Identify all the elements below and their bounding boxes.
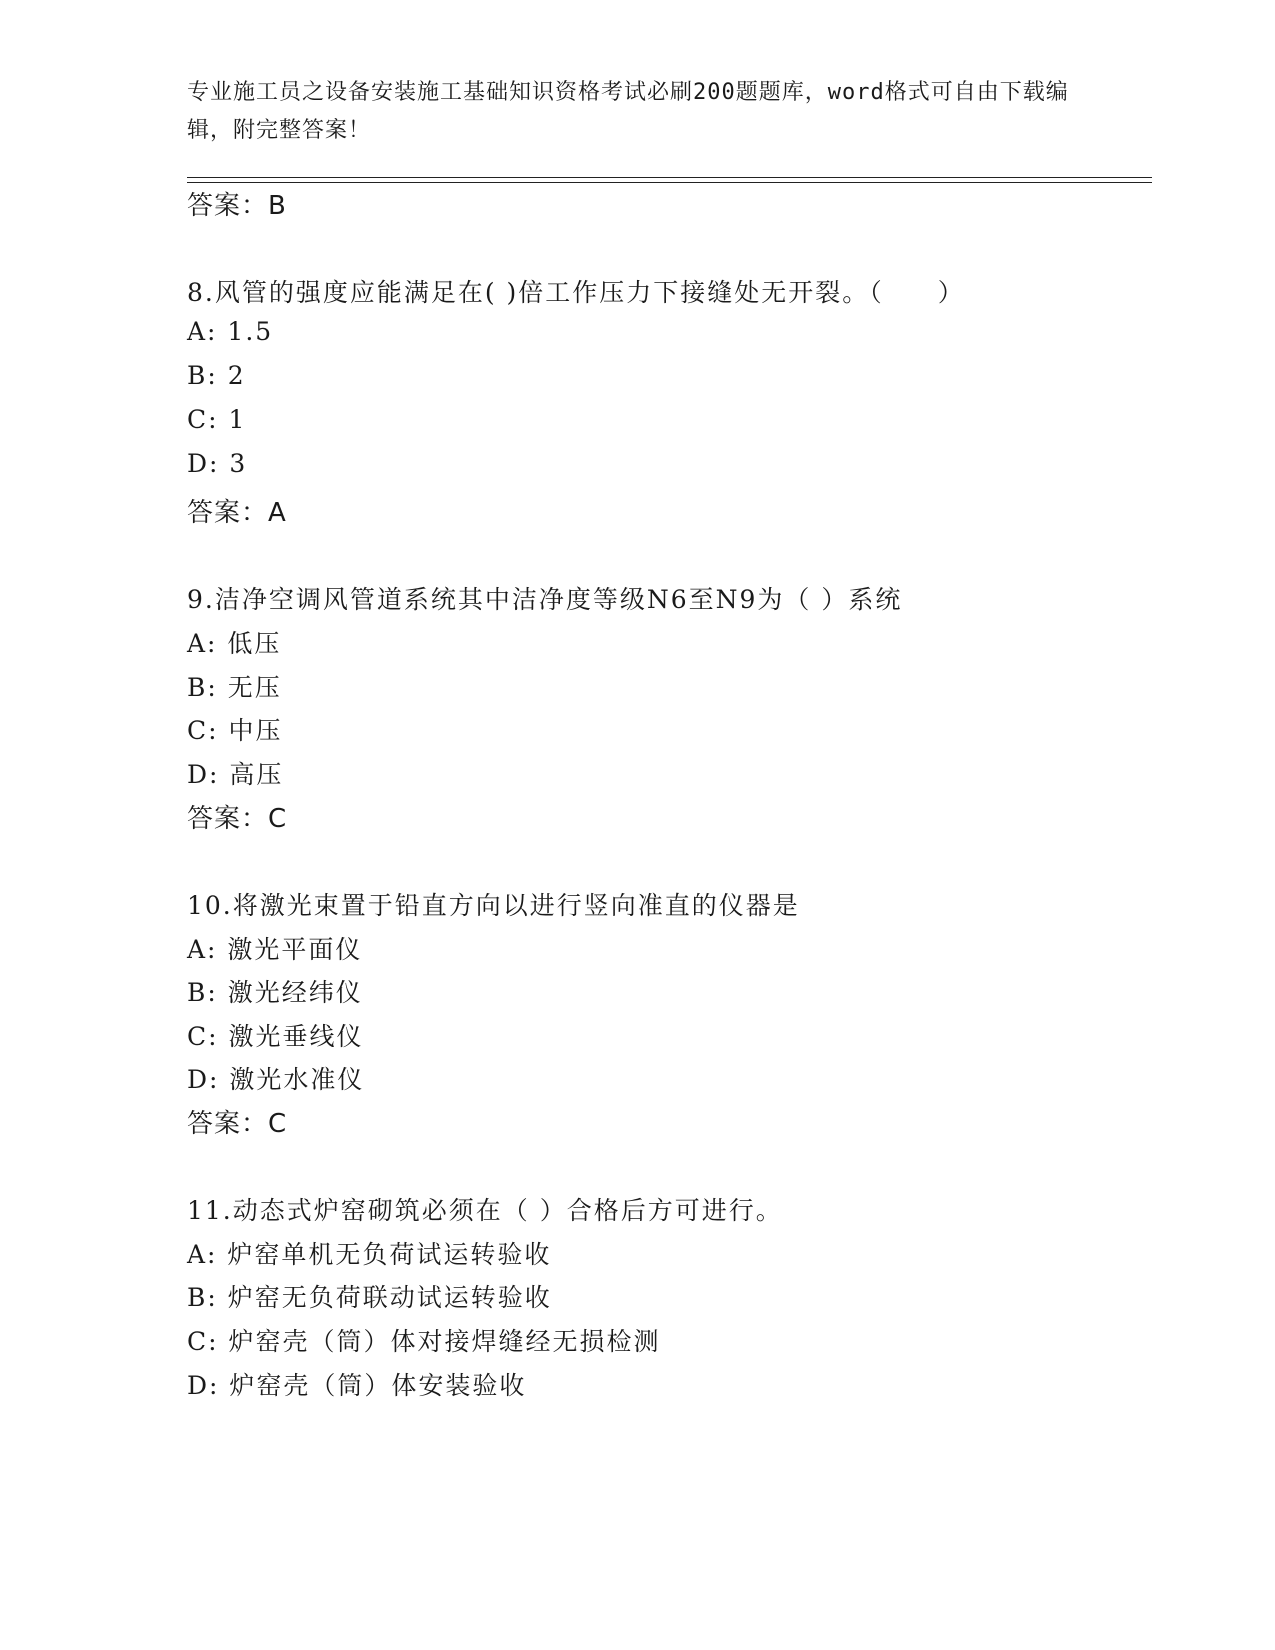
question-8-answer: 答案：A <box>187 498 287 528</box>
question-8-stem: 8.风管的强度应能满足在( )倍工作压力下接缝处无开裂。（ ） <box>187 278 965 307</box>
question-9-answer: 答案：C <box>187 804 288 834</box>
question-11-option-c: C: 炉窑壳（筒）体对接焊缝经无损检测 <box>187 1327 661 1356</box>
question-8-option-c: C: 1 <box>187 405 247 434</box>
question-9-option-d: D: 高压 <box>187 760 284 789</box>
question-8-option-b: B: 2 <box>187 361 246 390</box>
question-11-option-d: D: 炉窑壳（筒）体安装验收 <box>187 1371 527 1400</box>
question-11-stem: 11.动态式炉窑砌筑必须在（ ）合格后方可进行。 <box>187 1196 783 1225</box>
question-10-option-c: C: 激光垂线仪 <box>187 1022 364 1051</box>
question-9-option-a: A: 低压 <box>187 629 282 658</box>
question-10-option-b: B: 激光经纬仪 <box>187 978 363 1007</box>
question-10-option-d: D: 激光水准仪 <box>187 1065 365 1094</box>
question-11-option-b: B: 炉窑无负荷联动试运转验收 <box>187 1283 552 1312</box>
header-divider <box>187 177 1152 183</box>
previous-answer: 答案：B <box>187 191 287 221</box>
question-10-option-a: A: 激光平面仪 <box>187 935 363 964</box>
question-9-option-c: C: 中压 <box>187 716 283 745</box>
question-11-option-a: A: 炉窑单机无负荷试运转验收 <box>187 1240 552 1269</box>
question-8-option-a: A: 1.5 <box>187 317 274 346</box>
question-8-option-d: D: 3 <box>187 449 248 478</box>
question-10-answer: 答案：C <box>187 1109 288 1139</box>
question-9-option-b: B: 无压 <box>187 673 282 702</box>
question-10-stem: 10.将激光束置于铅直方向以进行竖向准直的仪器是 <box>187 891 800 920</box>
page-header-text: 专业施工员之设备安装施工基础知识资格考试必刷200题题库，word格式可自由下载编辑，附完整答案！ <box>187 80 1069 143</box>
question-9-stem: 9.洁净空调风管道系统其中洁净度等级N6至N9为（ ）系统 <box>187 585 903 614</box>
